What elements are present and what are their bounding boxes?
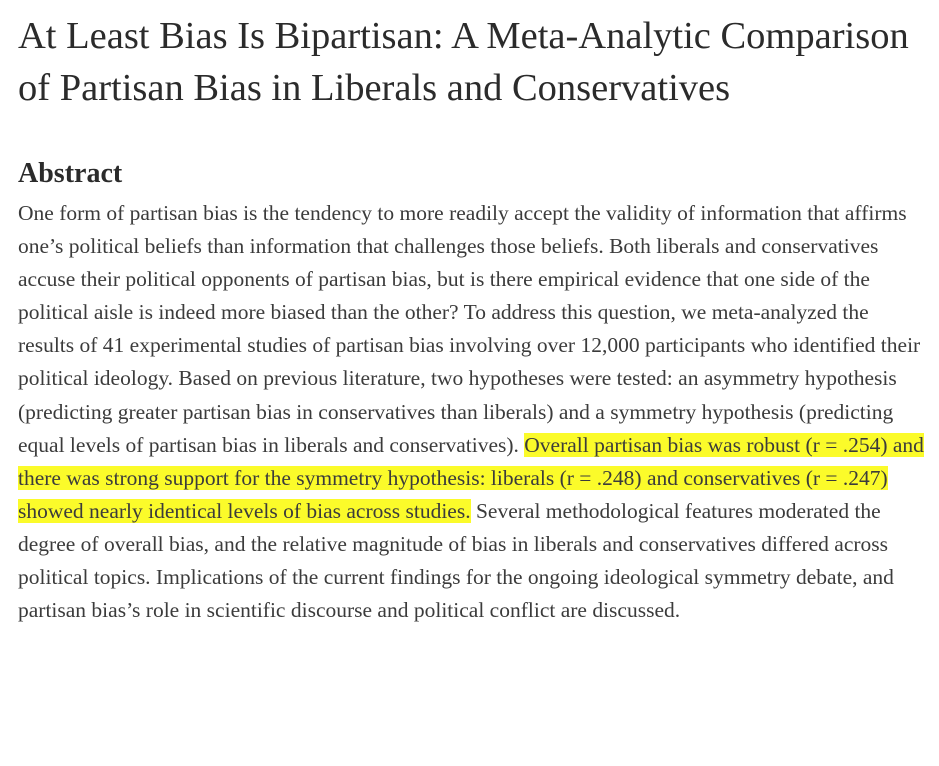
abstract-text-after-highlight[interactable]: Several methodological features moderated the degree of overall bias, and the relative magnitude of bias in liberals and conservatives differed across political topics. Implications of the current findings for the ongoing ideological symmetry debate, and partisan bias’s role in scientific discourse and political conflict are discussed.	[18, 498, 894, 623]
paper-page	[18, 10, 928, 627]
abstract-heading: Abstract	[18, 158, 123, 189]
paper-title: At Least Bias Is Bipartisan: A Meta-Analytic Comparison of Partisan Bias in Liberals and Conservatives	[18, 15, 909, 109]
abstract-text[interactable]	[18, 197, 928, 627]
abstract-highlighted-text[interactable]: Overall partisan bias was robust (r = .254) and there was strong support for the symmetry hypothesis: liberals (r = .248) and conservatives (r = .247) showed nearly identical levels of bias across studies.	[18, 432, 924, 523]
abstract-text-before-highlight[interactable]: One form of partisan bias is the tendency to more readily accept the validity of information that affirms one’s political beliefs than information that challenges those beliefs. Both liberals and conservatives accuse their political opponents of partisan bias, but is there empirical evidence that one side of the political aisle is indeed more biased than the other? To address this question, we meta-analyzed the results of 41 experimental studies of partisan bias involving over 12,000 participants who identified their political ideology. Based on previous literature, two hypotheses were tested: an asymmetry hypothesis (predicting greater partisan bias in conservatives than liberals) and a symmetry hypothesis (predicting equal levels of partisan bias in liberals and conservatives).	[18, 201, 921, 457]
